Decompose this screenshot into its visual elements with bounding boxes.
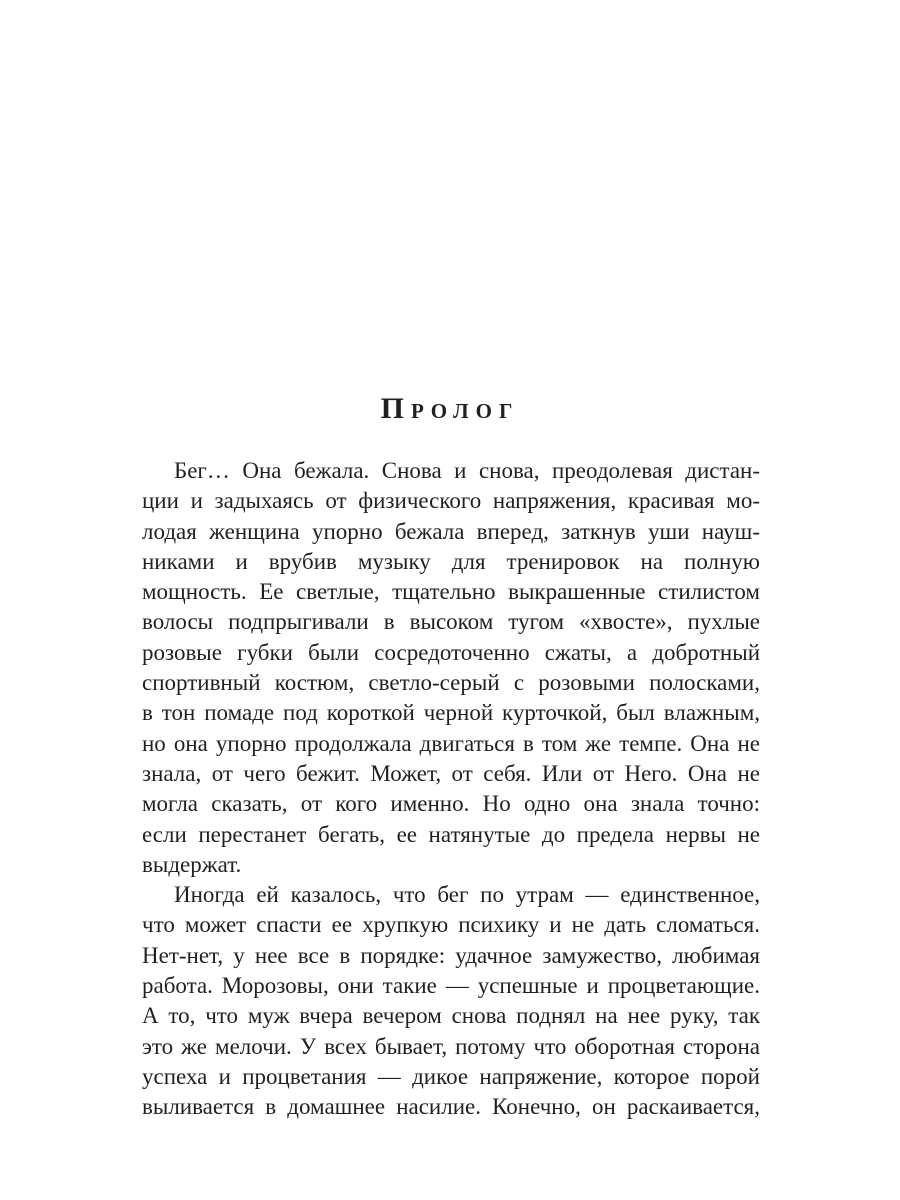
text-line: работа. Морозовы, они такие — успешные и процветающие. [142,973,760,999]
paragraph-1 [142,456,760,880]
text-line: это же мелочи. У всех бывает, потому что оборотная сторона [142,1033,760,1059]
text-line: волосы подпрыгивали в высоком тугом «хвосте», пухлые [142,609,760,635]
chapter-title: Пролог [380,392,520,425]
text-line: выдержат. [142,851,242,877]
text-line: ции и задыхаясь от физического напряжения, красивая мо- [142,488,760,514]
text-line: могла сказать, от кого именно. Но одно она знала точно: [142,791,760,817]
text-line: Нет-нет, у нее все в порядке: удачное замужество, любимая [142,942,760,968]
paragraph-2 [142,880,760,1122]
text-line: в тон помаде под короткой черной курточкой, был влажным, [142,700,760,726]
text-line: розовые губки были сосредоточенно сжаты, а добротный [142,639,760,665]
text-line: знала, от чего бежит. Может, от себя. Или от Него. Она не [142,760,760,786]
text-line: мощность. Ее светлые, тщательно выкрашенные стилистом [142,579,760,605]
text-line: никами и врубив музыку для тренировок на полную [142,548,760,574]
text-line: но она упорно продолжала двигаться в том же темпе. Она не [142,730,760,756]
text-line: А то, что муж вчера вечером снова поднял на нее руку, так [142,1003,760,1029]
text-line: что может спасти ее хрупкую психику и не дать сломаться. [142,912,760,938]
text-line: если перестанет бегать, ее натянутые до предела нервы не [142,821,760,847]
text-line: успеха и процветания — дикое напряжение, которое порой [142,1063,760,1089]
text-line: Бег… Она бежала. Снова и снова, преодолевая дистан- [174,458,760,483]
body-text [142,456,760,1123]
text-line: выливается в домашнее насилие. Конечно, он раскаивается, [142,1094,760,1120]
text-line: спортивный костюм, светло-серый с розовыми полосками, [142,670,760,696]
text-line: Иногда ей казалось, что бег по утрам — единственное, [174,882,760,908]
text-line: лодая женщина упорно бежала вперед, заткнув уши науш- [142,518,760,544]
